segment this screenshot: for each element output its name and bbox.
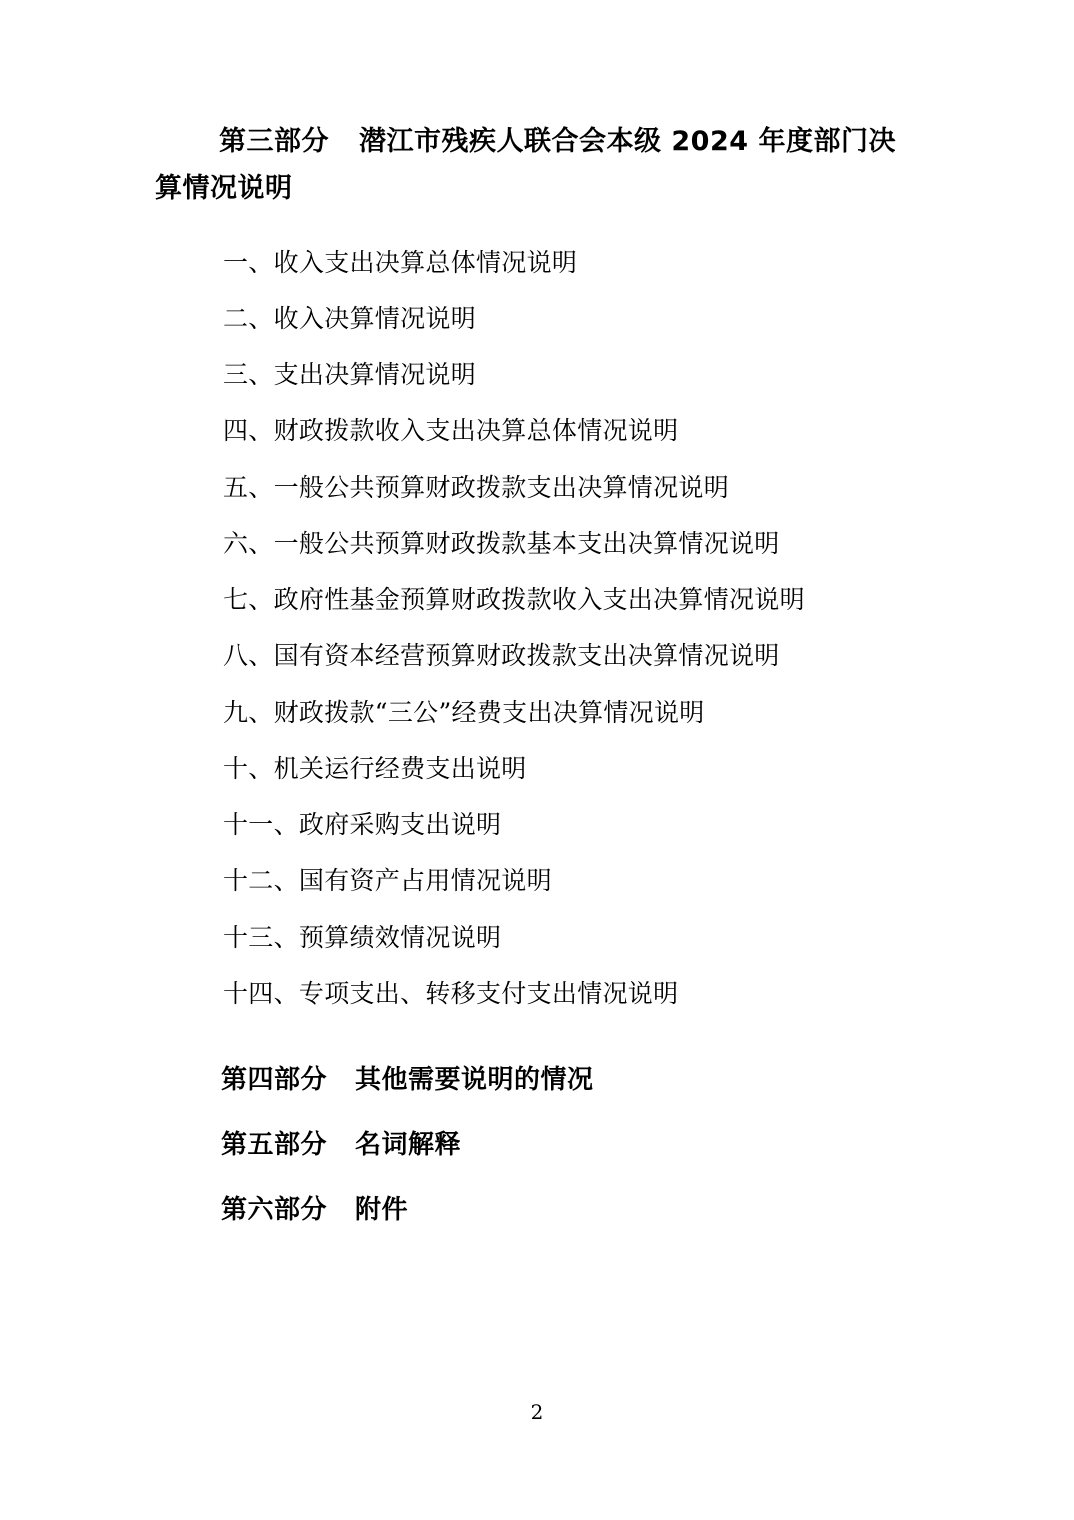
- list-item: 六、一般公共预算财政拨款基本支出决算情况说明: [223, 528, 780, 558]
- list-item: 十一、政府采购支出说明: [223, 810, 502, 839]
- list-item: 七、政府性基金预算财政拨款收入支出决算情况说明: [223, 585, 805, 614]
- heading-title-continued: 算情况说明: [155, 173, 293, 205]
- list-item: 五、一般公共预算财政拨款支出决算情况说明: [223, 472, 730, 502]
- page-number: 2: [530, 1400, 544, 1424]
- part-title: 名词解释: [355, 1130, 462, 1160]
- part-heading: [155, 1178, 945, 1243]
- section-heading: [155, 118, 945, 165]
- list-item: 九、财政拨款“三公”经费支出决算情况说明: [223, 697, 705, 727]
- part-label: 第四部分: [221, 1065, 328, 1095]
- list-item: 一、收入支出决算总体情况说明: [223, 247, 578, 277]
- list-item: 二、收入决算情况说明: [223, 303, 477, 333]
- heading-title: 潜江市残疾人联合会本级 2024 年度部门决: [359, 126, 896, 157]
- part-title: 其他需要说明的情况: [355, 1065, 594, 1095]
- list-item: 八、国有资本经营预算财政拨款支出决算情况说明: [223, 641, 780, 671]
- list-item: 十、机关运行经费支出说明: [223, 753, 527, 783]
- section-heading-line2: [155, 165, 945, 212]
- list-item: 三、支出决算情况说明: [223, 360, 477, 389]
- heading-part-label: 第三部分: [219, 126, 329, 157]
- part-label: 第六部分: [221, 1195, 328, 1225]
- part-title: 附件: [355, 1195, 409, 1225]
- part-heading: [155, 1113, 945, 1178]
- list-item: 四、财政拨款收入支出决算总体情况说明: [223, 416, 679, 446]
- page-content: [155, 118, 945, 1243]
- list-item: 十二、国有资产占用情况说明: [223, 866, 552, 896]
- part-heading: [155, 1048, 945, 1113]
- part-label: 第五部分: [221, 1130, 328, 1160]
- part-headings: [155, 1048, 945, 1243]
- list-item: 十四、专项支出、转移支付支出情况说明: [223, 978, 679, 1008]
- table-of-contents: [155, 235, 945, 1023]
- list-item: 十三、预算绩效情况说明: [223, 922, 502, 952]
